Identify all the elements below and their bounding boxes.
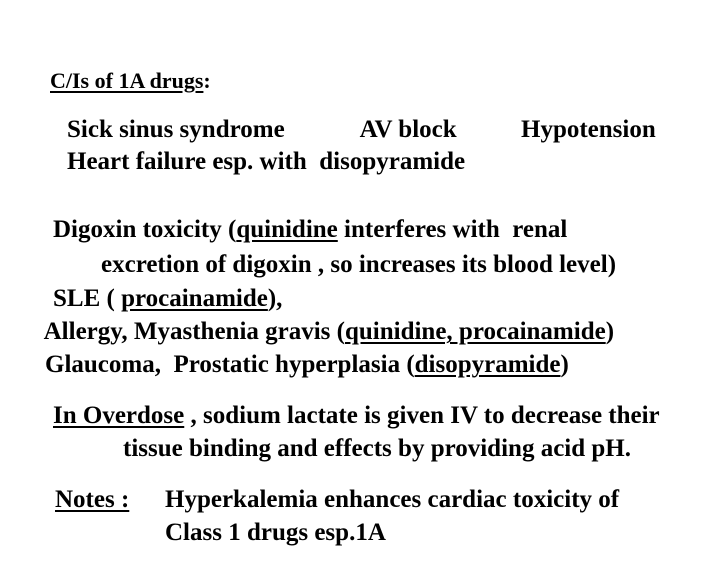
drugs-quinidine-procainamide: quinidine, procainamide — [344, 318, 606, 345]
notes-label-line — [30, 455, 129, 545]
overdose-detail: tissue binding and effects by providing acid pH. — [123, 435, 631, 462]
heading-text: C/Is of 1A drugs — [50, 68, 204, 93]
notes-detail: Class 1 drugs esp.1A — [165, 519, 386, 546]
notes-label: Notes : — [55, 486, 130, 513]
glaucoma-suffix: ) — [560, 351, 569, 378]
overdose-separator: , — [184, 402, 203, 429]
heading-colon: : — [203, 68, 211, 93]
drug-quinidine: quinidine — [236, 216, 338, 243]
digoxin-suffix: interferes with renal — [337, 216, 568, 243]
allergy-prefix: Allergy, Myasthenia gravis ( — [43, 318, 345, 345]
digoxin-detail: excretion of digoxin , so increases its blood level) — [101, 251, 617, 278]
notes-text: Hyperkalemia enhances cardiac toxicity of — [165, 486, 620, 513]
item-av-block: AV block — [359, 116, 457, 143]
sle-prefix: SLE ( — [53, 285, 122, 312]
overdose-text: sodium lactate is given IV to decrease their — [203, 402, 660, 429]
item-sick-sinus: Sick sinus syndrome — [67, 116, 285, 143]
notes-line-2 — [140, 488, 386, 578]
item-hypotension: Hypotension — [521, 116, 656, 143]
sle-suffix: ), — [267, 285, 283, 312]
item-heart-failure: Heart failure esp. with disopyramide — [67, 148, 466, 175]
item-hypotension-line — [496, 85, 656, 175]
glaucoma-prefix: Glaucoma, Prostatic hyperplasia ( — [45, 351, 415, 378]
drug-procainamide: procainamide — [121, 285, 268, 312]
overdose-label: In Overdose — [53, 402, 185, 429]
drug-disopyramide: disopyramide — [414, 351, 561, 378]
allergy-suffix: ) — [605, 318, 615, 345]
digoxin-prefix: Digoxin toxicity ( — [53, 216, 237, 243]
